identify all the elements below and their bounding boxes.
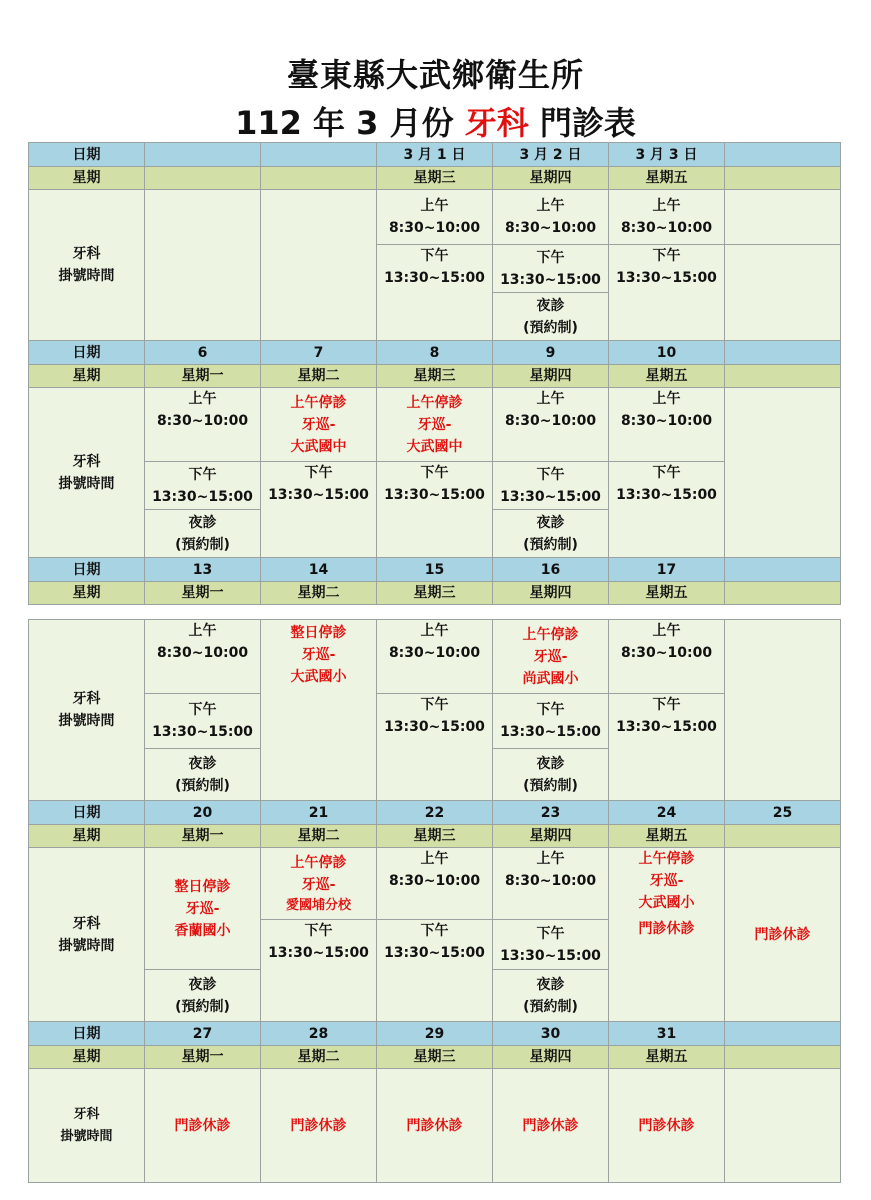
night-session bbox=[493, 970, 609, 1022]
pm-session bbox=[261, 920, 377, 1022]
weekday-cell: 星期二 bbox=[261, 1046, 377, 1069]
pm-label: 下午 bbox=[536, 249, 565, 266]
closed-label: 門診休診 bbox=[377, 1069, 493, 1183]
pm-label: 下午 bbox=[652, 465, 681, 481]
am-label: 上午 bbox=[652, 391, 681, 407]
pm-time: 13:30~15:00 bbox=[616, 719, 717, 735]
date-row bbox=[29, 1022, 841, 1046]
pm-time: 13:30~15:00 bbox=[616, 487, 717, 503]
notice-line: 大武國中 bbox=[290, 438, 347, 455]
pm-time: 13:30~15:00 bbox=[268, 487, 369, 503]
dept-text: 牙科 bbox=[72, 691, 101, 707]
date-cell: 25 bbox=[725, 801, 841, 825]
pm-label: 下午 bbox=[536, 925, 565, 942]
reg-time-label bbox=[29, 388, 145, 558]
date-row bbox=[29, 341, 841, 365]
closed-label: 門診休診 bbox=[609, 1069, 725, 1183]
date-row bbox=[29, 801, 841, 825]
am-time: 8:30~10:00 bbox=[504, 873, 597, 889]
pm-session bbox=[261, 462, 377, 558]
dept-text: 牙科 bbox=[73, 1106, 100, 1122]
am-session bbox=[609, 388, 725, 462]
weekday-cell: 星期三 bbox=[377, 167, 493, 190]
date-cell: 20 bbox=[145, 801, 261, 825]
am-label: 上午 bbox=[652, 198, 681, 214]
weekday-cell: 星期四 bbox=[493, 1046, 609, 1069]
night-label: 夜診 bbox=[536, 514, 565, 531]
pm-label: 下午 bbox=[420, 465, 449, 481]
pm-time: 13:30~15:00 bbox=[152, 724, 253, 740]
weekday-cell bbox=[725, 167, 841, 190]
date-header: 日期 bbox=[29, 143, 145, 167]
closed-notice bbox=[261, 620, 377, 801]
am-session bbox=[493, 190, 609, 245]
date-cell: 6 bbox=[145, 341, 261, 365]
pm-time: 13:30~15:00 bbox=[384, 487, 485, 503]
notice-line: 大武國中 bbox=[406, 438, 463, 455]
am-label: 上午 bbox=[652, 623, 681, 639]
weekday-cell: 星期四 bbox=[493, 365, 609, 388]
pm-session bbox=[377, 245, 493, 341]
am-session bbox=[377, 848, 493, 920]
dept-label: 牙科 bbox=[464, 104, 529, 142]
date-header: 日期 bbox=[29, 1022, 145, 1046]
date-cell: 27 bbox=[145, 1022, 261, 1046]
pm-time: 13:30~15:00 bbox=[268, 945, 369, 961]
pm-session bbox=[377, 462, 493, 558]
reg-time-label bbox=[29, 620, 145, 801]
date-cell: 13 bbox=[145, 558, 261, 582]
am-session bbox=[377, 620, 493, 694]
date-cell: 15 bbox=[377, 558, 493, 582]
pm-session bbox=[609, 245, 725, 341]
night-label: 夜診 bbox=[536, 976, 565, 993]
date-cell bbox=[725, 341, 841, 365]
notice-line: 上午停診 bbox=[406, 394, 463, 411]
date-cell: 31 bbox=[609, 1022, 725, 1046]
weekday-cell: 星期一 bbox=[145, 825, 261, 848]
weekday-row bbox=[29, 365, 841, 388]
page-subtitle bbox=[0, 98, 871, 144]
night-session bbox=[145, 970, 261, 1022]
notice-line: 牙巡- bbox=[417, 416, 452, 433]
am-label: 上午 bbox=[188, 623, 217, 639]
night-session bbox=[493, 293, 609, 341]
date-cell bbox=[725, 143, 841, 167]
dept-text: 牙科 bbox=[72, 453, 101, 470]
closed-notice bbox=[609, 848, 725, 1022]
night-label: 夜診 bbox=[536, 755, 565, 772]
night-session bbox=[493, 510, 609, 558]
date-cell bbox=[725, 558, 841, 582]
date-header: 日期 bbox=[29, 341, 145, 365]
notice-line: 大武國小 bbox=[290, 669, 347, 685]
notice-line: 尚武國小 bbox=[522, 670, 579, 687]
night-label: 夜診 bbox=[188, 976, 217, 993]
reg-time-text: 掛號時間 bbox=[58, 937, 115, 954]
pm-time: 13:30~15:00 bbox=[152, 488, 253, 505]
date-cell: 7 bbox=[261, 341, 377, 365]
weekday-cell: 星期一 bbox=[145, 582, 261, 605]
pm-label: 下午 bbox=[420, 697, 449, 713]
am-time: 8:30~10:00 bbox=[620, 413, 713, 429]
closed-label: 門診休診 bbox=[261, 1069, 377, 1183]
reg-time-label bbox=[29, 1069, 145, 1183]
closed-label: 門診休診 bbox=[638, 921, 695, 937]
am-time: 8:30~10:00 bbox=[156, 645, 249, 661]
date-cell: 21 bbox=[261, 801, 377, 825]
date-cell: 28 bbox=[261, 1022, 377, 1046]
notice-line: 牙巡- bbox=[533, 648, 568, 665]
am-session bbox=[609, 620, 725, 694]
weekday-cell bbox=[725, 365, 841, 388]
am-time: 8:30~10:00 bbox=[620, 645, 713, 661]
pm-label: 下午 bbox=[188, 466, 217, 483]
weekday-cell: 星期一 bbox=[145, 365, 261, 388]
pm-time: 13:30~15:00 bbox=[500, 947, 601, 964]
empty-cell bbox=[725, 190, 841, 245]
night-note: (預約制) bbox=[523, 777, 578, 794]
weekday-cell bbox=[725, 1046, 841, 1069]
pm-label: 下午 bbox=[420, 923, 449, 939]
am-session bbox=[493, 388, 609, 462]
weekday-cell: 星期四 bbox=[493, 582, 609, 605]
am-label: 上午 bbox=[420, 198, 449, 214]
pm-label: 下午 bbox=[652, 697, 681, 713]
am-label: 上午 bbox=[420, 851, 449, 867]
weekday-header: 星期 bbox=[29, 825, 145, 848]
am-time: 8:30~10:00 bbox=[388, 873, 481, 889]
am-session bbox=[493, 848, 609, 920]
reg-time-text: 掛號時間 bbox=[58, 713, 115, 729]
pm-session bbox=[493, 920, 609, 970]
reg-time-text: 掛號時間 bbox=[58, 475, 115, 492]
am-time: 8:30~10:00 bbox=[620, 220, 713, 236]
pm-session bbox=[145, 694, 261, 749]
date-cell: 30 bbox=[493, 1022, 609, 1046]
date-row bbox=[29, 143, 841, 167]
pm-label: 下午 bbox=[304, 465, 333, 481]
date-cell: 29 bbox=[377, 1022, 493, 1046]
pm-time: 13:30~15:00 bbox=[500, 271, 601, 288]
empty-cell bbox=[725, 388, 841, 558]
weekday-row bbox=[29, 825, 841, 848]
closed-notice bbox=[377, 388, 493, 462]
night-session bbox=[145, 749, 261, 801]
weekday-header: 星期 bbox=[29, 1046, 145, 1069]
notice-line: 整日停診 bbox=[290, 625, 347, 641]
am-session bbox=[377, 190, 493, 245]
empty-cell bbox=[725, 245, 841, 341]
weekday-cell bbox=[261, 167, 377, 190]
dept-text: 牙科 bbox=[72, 246, 101, 262]
pm-time: 13:30~15:00 bbox=[384, 719, 485, 735]
closed-notice bbox=[261, 848, 377, 920]
am-time: 8:30~10:00 bbox=[504, 220, 597, 236]
empty-cell bbox=[145, 190, 261, 341]
notice-line: 上午停診 bbox=[522, 626, 579, 643]
weekday-cell: 星期二 bbox=[261, 582, 377, 605]
pm-label: 下午 bbox=[188, 702, 217, 718]
date-header: 日期 bbox=[29, 801, 145, 825]
night-label: 夜診 bbox=[188, 514, 217, 531]
notice-line: 上午停診 bbox=[638, 851, 695, 867]
empty-cell bbox=[725, 620, 841, 801]
notice-line: 牙巡- bbox=[185, 900, 220, 917]
night-session bbox=[493, 749, 609, 801]
pm-session bbox=[377, 694, 493, 801]
closed-notice bbox=[493, 620, 609, 694]
am-label: 上午 bbox=[536, 851, 565, 867]
notice-line: 大武國小 bbox=[638, 895, 695, 911]
reg-time-label bbox=[29, 848, 145, 1022]
night-label: 夜診 bbox=[536, 297, 565, 314]
pm-label: 下午 bbox=[304, 923, 333, 939]
weekday-cell: 星期三 bbox=[377, 1046, 493, 1069]
am-label: 上午 bbox=[536, 391, 565, 407]
pm-time: 13:30~15:00 bbox=[384, 945, 485, 961]
month-label: 112 年 3 月份 bbox=[235, 104, 454, 142]
date-cell: 14 bbox=[261, 558, 377, 582]
am-label: 上午 bbox=[188, 391, 217, 407]
am-time: 8:30~10:00 bbox=[388, 220, 481, 236]
weekday-row bbox=[29, 1046, 841, 1069]
schedule-label: 門診表 bbox=[539, 104, 636, 142]
weekday-cell: 星期四 bbox=[493, 825, 609, 848]
reg-time-text: 掛號時間 bbox=[58, 268, 115, 284]
pm-time: 13:30~15:00 bbox=[384, 270, 485, 286]
closed-label: 門診休診 bbox=[493, 1069, 609, 1183]
date-cell bbox=[725, 1022, 841, 1046]
weekday-cell: 星期三 bbox=[377, 825, 493, 848]
weekday-cell: 星期三 bbox=[377, 582, 493, 605]
closed-label: 門診休診 bbox=[725, 848, 841, 1022]
night-note: (預約制) bbox=[523, 319, 578, 336]
date-cell: 3 月 1 日 bbox=[377, 143, 493, 167]
reg-time-label bbox=[29, 190, 145, 341]
am-time: 8:30~10:00 bbox=[156, 413, 249, 429]
dept-text: 牙科 bbox=[72, 915, 101, 932]
pm-session bbox=[493, 462, 609, 510]
am-time: 8:30~10:00 bbox=[504, 413, 597, 429]
notice-line: 上午停診 bbox=[290, 394, 347, 411]
closed-notice bbox=[145, 848, 261, 970]
night-note: (預約制) bbox=[175, 777, 230, 794]
pm-time: 13:30~15:00 bbox=[500, 488, 601, 505]
weekday-cell: 星期五 bbox=[609, 365, 725, 388]
am-label: 上午 bbox=[536, 198, 565, 214]
night-note: (預約制) bbox=[175, 998, 230, 1015]
am-label: 上午 bbox=[420, 623, 449, 639]
notice-line: 牙巡- bbox=[301, 416, 336, 433]
pm-session bbox=[609, 694, 725, 801]
date-cell bbox=[145, 143, 261, 167]
weekday-header: 星期 bbox=[29, 167, 145, 190]
date-header: 日期 bbox=[29, 558, 145, 582]
weekday-header: 星期 bbox=[29, 365, 145, 388]
am-session bbox=[145, 388, 261, 462]
night-note: (預約制) bbox=[175, 536, 230, 553]
pm-label: 下午 bbox=[420, 248, 449, 264]
weekday-cell: 星期五 bbox=[609, 167, 725, 190]
am-session bbox=[145, 620, 261, 694]
notice-line: 香蘭國小 bbox=[174, 922, 231, 939]
notice-line: 上午停診 bbox=[290, 854, 347, 871]
night-session bbox=[145, 510, 261, 558]
date-cell: 24 bbox=[609, 801, 725, 825]
night-note: (預約制) bbox=[523, 998, 578, 1015]
notice-line: 愛國埔分校 bbox=[285, 897, 351, 913]
weekday-cell: 星期二 bbox=[261, 365, 377, 388]
weekday-header: 星期 bbox=[29, 582, 145, 605]
notice-line: 牙巡- bbox=[301, 647, 336, 663]
date-cell: 3 月 2 日 bbox=[493, 143, 609, 167]
date-cell: 3 月 3 日 bbox=[609, 143, 725, 167]
night-note: (預約制) bbox=[523, 536, 578, 553]
night-label: 夜診 bbox=[188, 755, 217, 772]
pm-session bbox=[493, 694, 609, 749]
notice-line: 牙巡- bbox=[301, 876, 336, 893]
pm-label: 下午 bbox=[536, 702, 565, 718]
date-cell: 9 bbox=[493, 341, 609, 365]
am-time: 8:30~10:00 bbox=[388, 645, 481, 661]
notice-line: 整日停診 bbox=[174, 878, 231, 895]
closed-notice bbox=[261, 388, 377, 462]
page-title: 臺東縣大武鄉衛生所 bbox=[286, 56, 584, 94]
weekday-cell: 星期四 bbox=[493, 167, 609, 190]
date-cell: 8 bbox=[377, 341, 493, 365]
date-cell: 17 bbox=[609, 558, 725, 582]
pm-label: 下午 bbox=[536, 466, 565, 483]
date-cell: 22 bbox=[377, 801, 493, 825]
schedule-table-top bbox=[28, 142, 841, 605]
pm-session bbox=[609, 462, 725, 558]
date-cell bbox=[261, 143, 377, 167]
weekday-row bbox=[29, 167, 841, 190]
empty-cell bbox=[725, 1069, 841, 1183]
weekday-cell bbox=[725, 582, 841, 605]
weekday-cell bbox=[725, 825, 841, 848]
closed-label: 門診休診 bbox=[145, 1069, 261, 1183]
weekday-cell bbox=[145, 167, 261, 190]
date-cell: 23 bbox=[493, 801, 609, 825]
pm-session bbox=[145, 462, 261, 510]
weekday-cell: 星期三 bbox=[377, 365, 493, 388]
weekday-cell: 星期五 bbox=[609, 1046, 725, 1069]
weekday-cell: 星期五 bbox=[609, 825, 725, 848]
weekday-row bbox=[29, 582, 841, 605]
am-session bbox=[609, 190, 725, 245]
pm-time: 13:30~15:00 bbox=[616, 270, 717, 286]
empty-cell bbox=[261, 190, 377, 341]
date-cell: 10 bbox=[609, 341, 725, 365]
reg-time-text: 掛號時間 bbox=[60, 1128, 113, 1144]
notice-line: 牙巡- bbox=[649, 873, 684, 889]
pm-label: 下午 bbox=[652, 248, 681, 264]
weekday-cell: 星期五 bbox=[609, 582, 725, 605]
schedule-table-bottom bbox=[28, 619, 841, 1183]
date-cell: 16 bbox=[493, 558, 609, 582]
weekday-cell: 星期二 bbox=[261, 825, 377, 848]
pm-session bbox=[377, 920, 493, 1022]
pm-session bbox=[493, 245, 609, 293]
weekday-cell: 星期一 bbox=[145, 1046, 261, 1069]
pm-time: 13:30~15:00 bbox=[500, 724, 601, 740]
date-row bbox=[29, 558, 841, 582]
